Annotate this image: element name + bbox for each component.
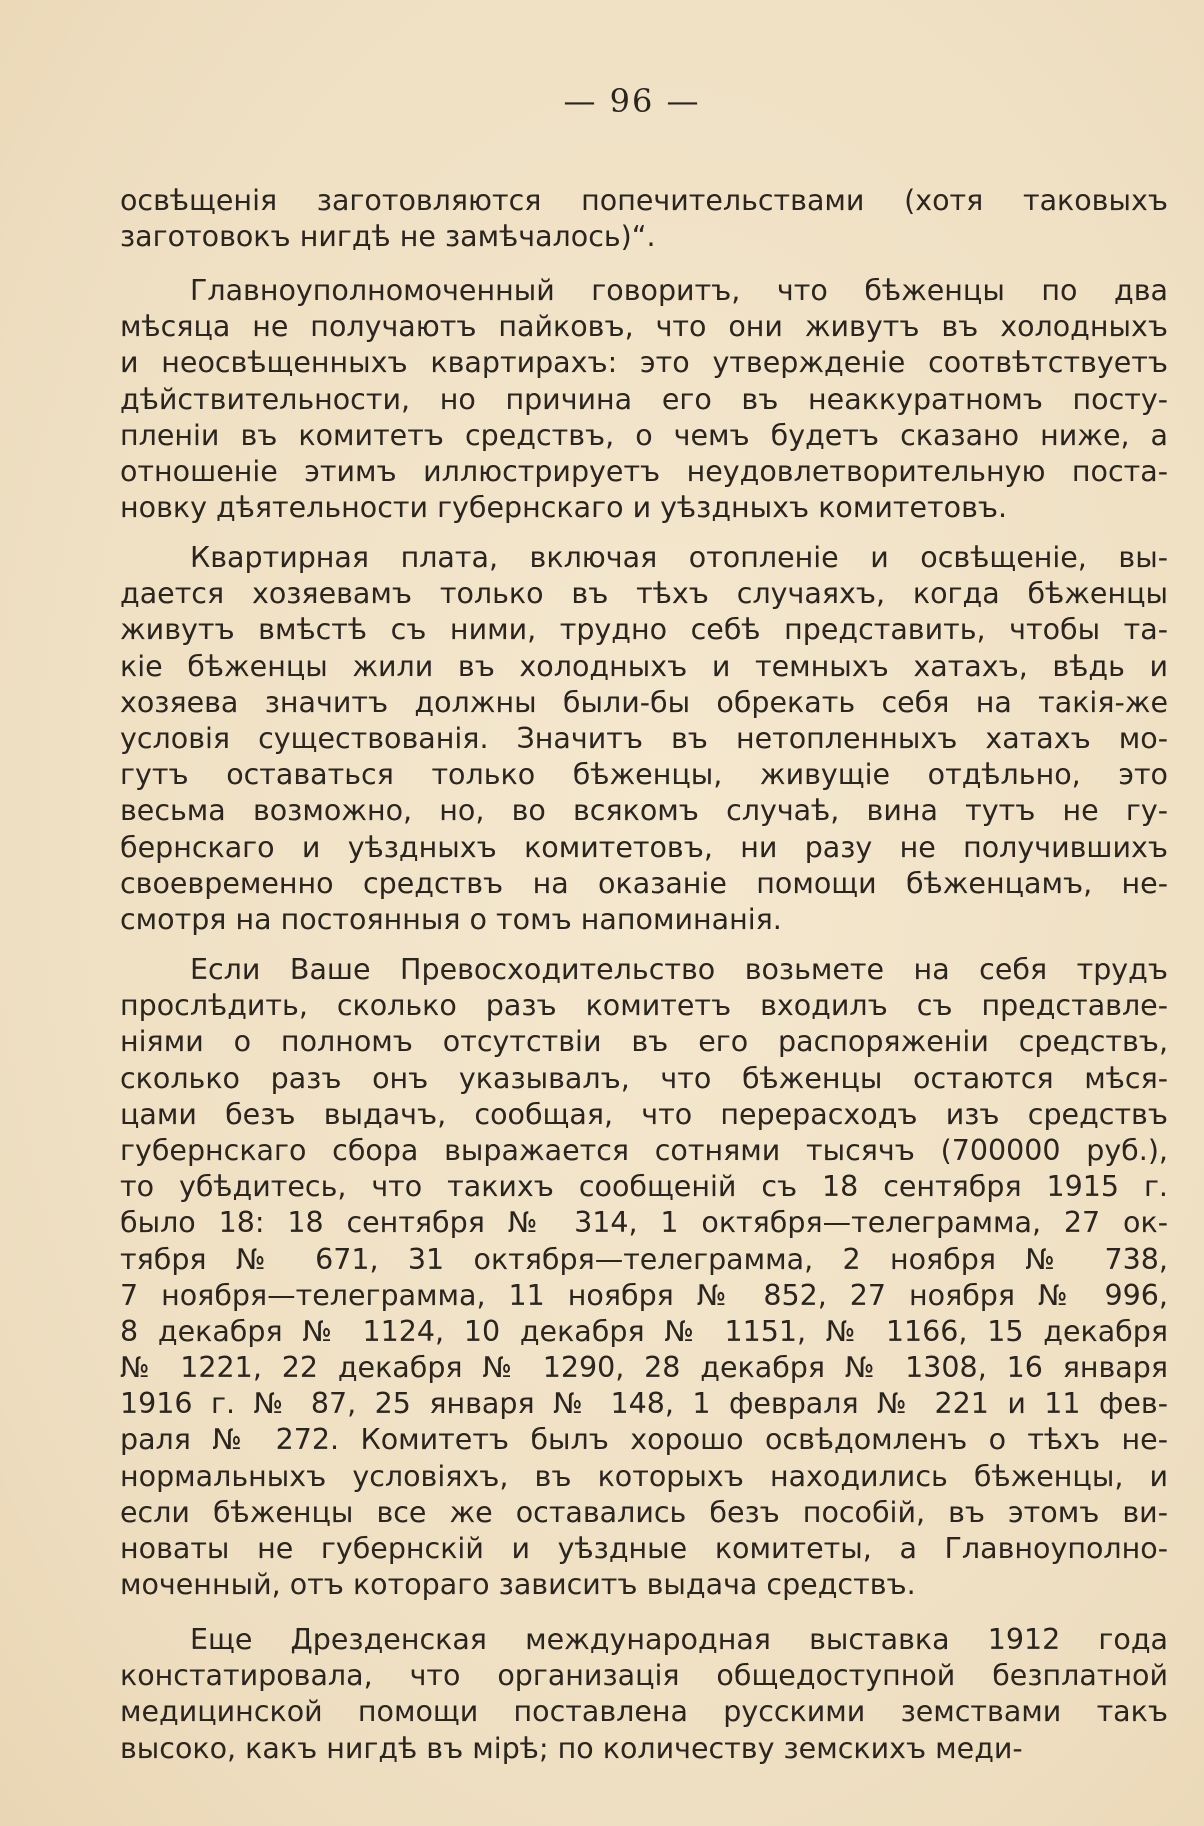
- text-line: гутъ оставаться только бѣженцы, живущіе отдѣльно, это: [120, 758, 1168, 792]
- text-line: хозяева значитъ должны были-бы обрекать себя на такія-же: [120, 685, 1168, 719]
- text-line: высоко, какъ нигдѣ въ мірѣ; по количеству земскихъ меди-: [120, 1731, 1023, 1765]
- text-line: освѣщенія заготовляются попечительствами (хотя таковыхъ: [120, 184, 1168, 217]
- text-line: Главноуполномоченный говоритъ, что бѣженцы по два: [190, 274, 1168, 307]
- text-line: заготовокъ нигдѣ не замѣчалось)“.: [120, 220, 656, 254]
- text-line: раля № 272. Комитетъ былъ хорошо освѣдомленъ о тѣхъ не-: [120, 1423, 1168, 1457]
- page-number: — 96 —: [563, 82, 701, 120]
- text-line: новаты не губернскій и уѣздные комитеты, а Главноуполно-: [120, 1532, 1168, 1565]
- text-line: отношеніе этимъ иллюстрируетъ неудовлетворительную поста-: [120, 454, 1168, 488]
- text-line: своевременно средствъ на оказаніе помощи бѣженцамъ, не-: [120, 866, 1168, 900]
- text-line: весьма возможно, но, во всякомъ случаѣ, вина тутъ не гу-: [120, 794, 1168, 828]
- text-line: дается хозяевамъ только въ тѣхъ случаяхъ, когда бѣженцы: [120, 577, 1168, 611]
- text-line: тября № 671, 31 октября—телеграмма, 2 ноября № 738,: [120, 1242, 1168, 1276]
- text-line: Если Ваше Превосходительство возьмете на себя трудъ: [190, 953, 1168, 986]
- text-line: 7 ноября—телеграмма, 11 ноября № 852, 27 ноября № 996,: [120, 1278, 1168, 1312]
- text-line: новку дѣятельности губернскаго и уѣздныхъ комитетовъ.: [120, 491, 1008, 525]
- text-line: было 18: 18 сентября № 314, 1 октября—телеграмма, 27 ок-: [120, 1206, 1168, 1240]
- text-line: ніями о полномъ отсутствіи въ его распоряженіи средствъ,: [120, 1025, 1168, 1059]
- text-line: условія существованія. Значитъ въ нетопленныхъ хатахъ мо-: [120, 721, 1168, 755]
- text-line: кіе бѣженцы жили въ холодныхъ и темныхъ хатахъ, вѣдь и: [120, 649, 1168, 683]
- text-line: бернскаго и уѣздныхъ комитетовъ, ни разу не получившихъ: [120, 830, 1168, 864]
- text-line: 8 декабря № 1124, 10 декабря № 1151, № 1166, 15 декабря: [120, 1314, 1168, 1348]
- paragraph: [120, 1622, 1168, 1767]
- text-line: мѣсяца не получаютъ пайковъ, что они живутъ въ холодныхъ: [120, 310, 1168, 344]
- text-line: дѣйствительности, но причина его въ неаккуратномъ посту-: [120, 382, 1168, 416]
- text-line: № 1221, 22 декабря № 1290, 28 декабря № 1308, 16 января: [120, 1351, 1168, 1385]
- paragraph: [120, 273, 1168, 526]
- text-line: цами безъ выдачъ, сообщая, что перерасходъ изъ средствъ: [120, 1097, 1168, 1131]
- text-line: живутъ вмѣстѣ съ ними, трудно себѣ представить, чтобы та-: [120, 613, 1168, 647]
- paragraph: [120, 540, 1168, 938]
- text-line: 1916 г. № 87, 25 января № 148, 1 февраля № 221 и 11 фев-: [120, 1387, 1168, 1421]
- text-line: если бѣженцы все же оставались безъ пособій, въ этомъ ви-: [120, 1495, 1168, 1529]
- text-line: Еще Дрезденская международная выставка 1912 года: [190, 1623, 1168, 1656]
- paragraph: [120, 183, 1168, 255]
- text-line: смотря на постоянныя о томъ напоминанія.: [120, 902, 782, 936]
- text-line: констатировала, что организація общедоступной безплатной: [120, 1659, 1168, 1693]
- text-line: и неосвѣщенныхъ квартирахъ: это утвержденіе соотвѣтствуетъ: [120, 346, 1168, 380]
- text-line: моченный, отъ котораго зависитъ выдача средствъ.: [120, 1568, 916, 1602]
- text-line: прослѣдить, сколько разъ комитетъ входилъ съ представле-: [120, 989, 1168, 1023]
- text-line: нормальныхъ условіяхъ, въ которыхъ находились бѣженцы, и: [120, 1459, 1168, 1493]
- text-line: медицинской помощи поставлена русскими земствами такъ: [120, 1695, 1168, 1729]
- text-line: сколько разъ онъ указывалъ, что бѣженцы остаются мѣся-: [120, 1061, 1168, 1095]
- text-line: то убѣдитесь, что такихъ сообщеній съ 18 сентября 1915 г.: [120, 1170, 1168, 1204]
- text-line: губернскаго сбора выражается сотнями тысячъ (700000 руб.),: [120, 1133, 1168, 1167]
- text-line: Квартирная плата, включая отопленіе и освѣщеніе, вы-: [190, 541, 1168, 574]
- paragraph: [120, 952, 1168, 1603]
- text-line: пленіи въ комитетъ средствъ, о чемъ будетъ сказано ниже, а: [120, 418, 1168, 452]
